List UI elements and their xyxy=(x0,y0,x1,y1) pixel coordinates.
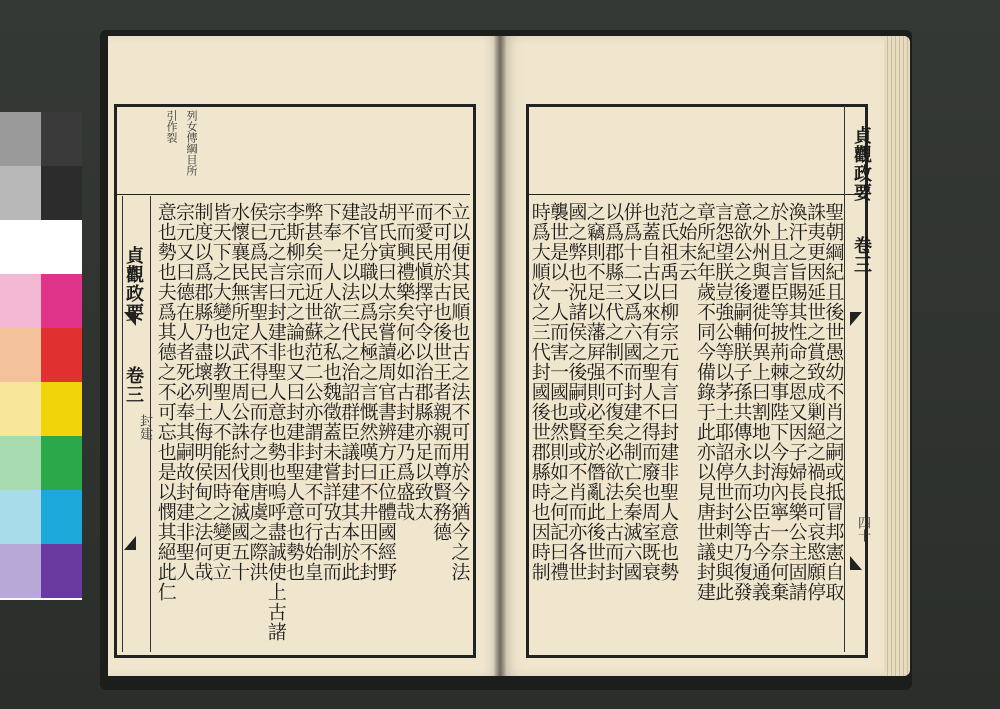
left-spine-volume: 卷三 xyxy=(123,366,144,404)
text-column: 制度以爲郡縣乃盡壞列土侮明侯甸之法何哉 xyxy=(191,202,214,582)
right-spine-volume: 卷三 xyxy=(851,236,872,274)
right-fishtail-top xyxy=(850,312,862,326)
text-column: 時爲大順次之三代封國後世郡縣時也因時制 xyxy=(528,202,551,582)
text-column: 宗元之言曰封建非聖人意也勢也嗚呼盡誠使上古諸 xyxy=(264,202,287,642)
calibration-swatch xyxy=(41,328,82,382)
text-column: 併爲十二又爲六國而封建之制亡矣秦滅六國 xyxy=(620,202,643,582)
left-spine-title: 貞觀政要 xyxy=(123,246,144,322)
text-column: 皆天下之大變也以教聖人不能因時之變更立 xyxy=(209,202,232,582)
calibration-swatch xyxy=(41,220,82,274)
text-column: 之外州與遷徙何異上曰割地以封功臣古今通義 xyxy=(748,202,771,602)
right-spine-title: 貞觀政要 xyxy=(851,126,872,202)
text-column: 李斯柳宗元之論也又曰封建非聖人意也勢也 xyxy=(283,202,306,582)
text-column: 之始末云 xyxy=(675,202,698,282)
text-column: 宗元又曰德在人者死必奉其嗣故封建非聖人 xyxy=(173,202,196,582)
text-column: 意欲公之後嗣輔朕子孫共傳永久而公等乃復發 xyxy=(730,202,753,602)
calibration-swatch xyxy=(0,490,41,544)
calibration-swatch xyxy=(0,274,41,328)
text-column: 於上且言臣等披荊棘事陛下今海內寧一奈何棄 xyxy=(767,202,790,602)
text-column: 弊甚矣而近世蘇范二公亦謂封建不可行始皇 xyxy=(301,202,324,582)
text-column: 以爲郡縣三代之制不可復矣必欲法上古而封 xyxy=(602,202,625,582)
text-column: 而愛民愼擇守令以治郡縣亦足以致太 xyxy=(411,202,434,522)
right-spine-rule xyxy=(844,106,845,652)
text-column: 之竊則不足以藩屛强則必至於僭亂此後世封 xyxy=(583,202,606,582)
right-folio: 四十 xyxy=(855,516,870,542)
calibration-swatch xyxy=(41,112,82,166)
page-edges xyxy=(880,36,910,676)
calibration-swatch xyxy=(41,382,82,436)
text-column: 水懷襄民無所定武王周公誅紂伐奄滅國五十 xyxy=(228,202,251,582)
calibration-swatch xyxy=(0,544,41,598)
right-text-columns xyxy=(528,200,845,650)
right-fishtail-bottom xyxy=(850,556,862,570)
text-column: 言怨望朕豈強公等以茅土耶詔停世封刺史與此 xyxy=(712,202,735,602)
calibration-swatch xyxy=(0,220,41,274)
text-column: 意也勢也夫爲其德之不可忘也是以憫其絕此仁 xyxy=(154,202,177,602)
right-header-rule xyxy=(526,194,862,195)
calibration-swatch xyxy=(41,166,82,220)
left-fishtail-top xyxy=(124,312,136,326)
text-column: 范氏祖禹曰柳宗元有言曰封建非聖人意也勢 xyxy=(657,202,680,582)
calibration-swatch xyxy=(0,382,41,436)
left-text-columns xyxy=(154,200,471,650)
calibration-swatch xyxy=(41,490,82,544)
calibration-swatch xyxy=(41,274,82,328)
text-column: 侯已爲民害聖人不得已而存之則唐虞之際洪 xyxy=(246,202,269,582)
text-column: 也蓋自古以來有之聖人不得而廢也周室既衰 xyxy=(638,202,661,582)
left-spine-chapter: 封建 xyxy=(137,414,152,440)
text-column: 立以便其民順也古之法不可用於今猶今之法 xyxy=(448,202,471,582)
text-column: 誅夷更因延世之賞致成剿絕之禍良可哀愍願停 xyxy=(803,202,826,602)
text-column: 國之弊也況諸侯之後嗣或賢或不肖而亦各世 xyxy=(565,202,588,582)
text-column: 渙汗之旨賜其性命之恩又因子婦長樂公主固請 xyxy=(785,202,808,602)
text-column: 設官分職以爲民極之言慨然嘆曰不井田不封 xyxy=(356,202,379,582)
left-header-rule xyxy=(114,194,470,195)
text-column: 平而興禮樂矣何必如古封建乃爲盛哉 xyxy=(393,202,416,522)
calibration-swatch xyxy=(41,436,82,490)
book-gutter xyxy=(494,36,506,676)
right-page xyxy=(500,36,884,676)
calibration-swatch xyxy=(0,328,41,382)
text-column: 胡氏寅曰太宗嘗讀周官書辨方正位體國經野 xyxy=(374,202,397,582)
text-column: 不可用於古也後世王者親親而尊賢務德 xyxy=(429,202,452,542)
text-column: 聖朝綱紀且後世愚幼不肖之嗣或抵冒邦憲自取 xyxy=(822,202,845,602)
text-column: 下奉一人人欲之私也魏徵蓋未嘗詳攷古制而 xyxy=(319,202,342,582)
margin-note-line-1: 列女傳綱目所 xyxy=(185,110,198,176)
margin-note-line-2: 引作裂 xyxy=(165,110,178,143)
calibration-swatch xyxy=(41,544,82,598)
calibration-swatch xyxy=(0,112,41,166)
color-calibration-card xyxy=(0,112,82,600)
text-column: 章所紀年歲不同今備錄于此亦以見唐世議封建 xyxy=(693,202,716,602)
text-column: 建不足以法三代之治詔群臣議封建其本於此 xyxy=(338,202,361,582)
left-fishtail-bottom xyxy=(124,536,136,550)
calibration-swatch xyxy=(0,166,41,220)
left-page xyxy=(108,36,500,676)
calibration-swatch xyxy=(0,436,41,490)
text-column: 襲世是以一人而害一國也然則如之何記曰禮 xyxy=(547,202,570,582)
